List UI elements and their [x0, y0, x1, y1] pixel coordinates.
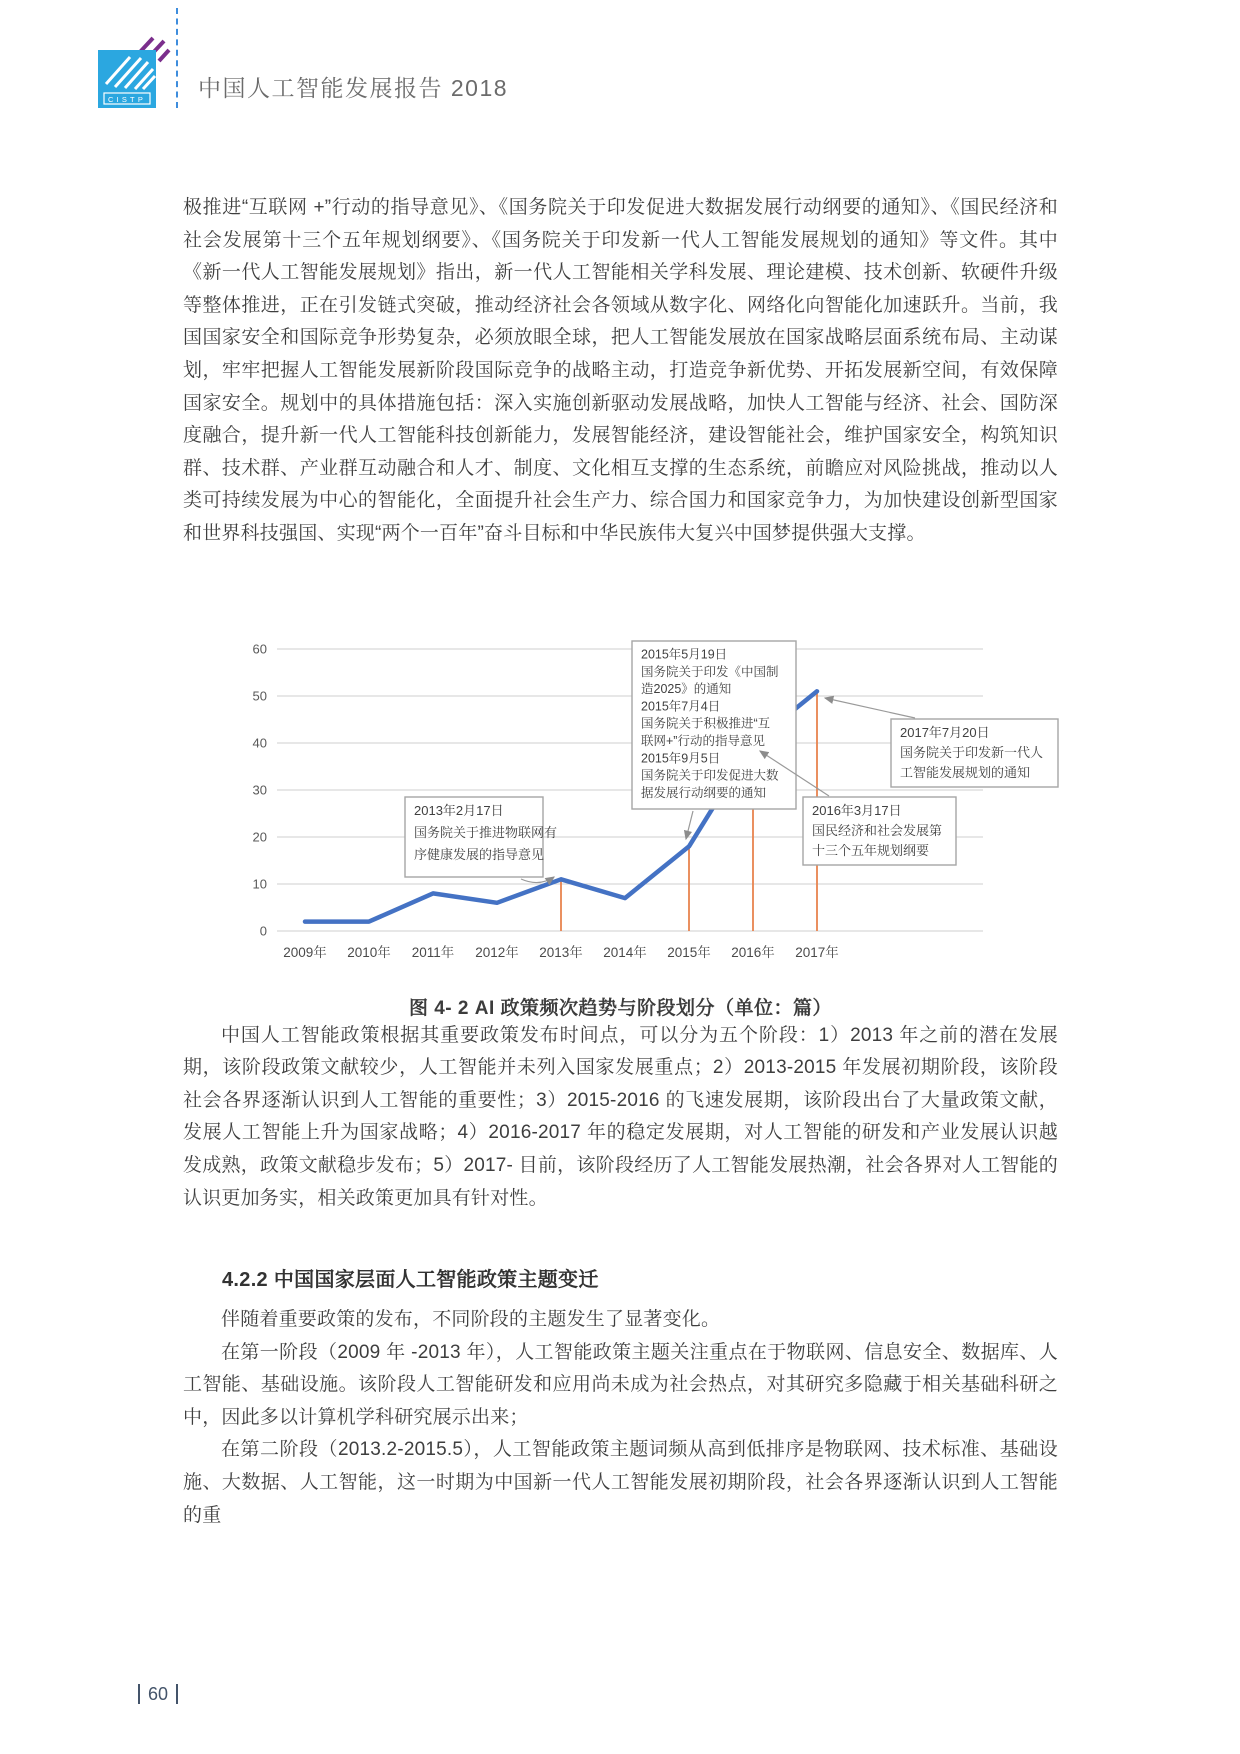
svg-text:造2025》的通知: 造2025》的通知	[641, 681, 732, 696]
annotation-callout	[405, 797, 557, 883]
paragraph-stage-one: 在第一阶段（2009 年 -2013 年），人工智能政策主题关注重点在于物联网、信息安全、数据库、人工智能、基础设施。该阶段人工智能研发和应用尚未成为社会热点，对其研究多隐藏于相关基础科研之中，因此多以计算机学科研究展示出来；	[183, 1341, 1058, 1428]
svg-text:国务院关于印发《中国制: 国务院关于印发《中国制	[641, 664, 779, 679]
paragraph-stage-two: 在第二阶段（2013.2-2015.5），人工智能政策主题词频从高到低排序是物联网、技术标准、基础设施、大数据、人工智能，这一时期为中国新一代人工智能发展初期阶段，社会各界逐渐认识到人工智能的重	[183, 1439, 1058, 1526]
report-title: 中国人工智能发展报告 2018	[198, 75, 509, 101]
svg-text:2015年7月4日: 2015年7月4日	[641, 698, 721, 713]
svg-text:国务院关于印发促进大数: 国务院关于印发促进大数	[641, 768, 779, 783]
svg-text:据发展行动纲要的通知: 据发展行动纲要的通知	[641, 785, 767, 800]
logo-blue-box-icon	[98, 50, 156, 108]
svg-text:2015年9月5日: 2015年9月5日	[641, 750, 721, 765]
x-tick-label: 2011年	[411, 944, 455, 960]
svg-text:国民经济和社会发展第: 国民经济和社会发展第	[812, 822, 943, 838]
paragraph-policy-documents: 极推进“互联网 +”行动的指导意见》、《国务院关于印发促进大数据发展行动纲要的通知》、《国民经济和社会发展第十三个五年规划纲要》、《国务院关于印发新一代人工智能发展规划的通知》等文件。其中《新一代人工智能发展规划》指出，新一代人工智能相关学科发展、理论建模、技术创新、软硬件升级等整体推进，正在引发链式突破，推动经济社会各领域从数字化、网络化向智能化加速跃升。当前，我国国家安全和国际竞争形势复杂，必须放眼全球，把人工智能发展放在国家战略层面系统布局、主动谋划，牢牢把握人工智能发展新阶段国际竞争的战略主动，打造竞争新优势、开拓发展新空间，有效保障国家安全。规划中的具体措施包括：深入实施创新驱动发展战略，加快人工智能与经济、社会、国防深度融合，提升新一代人工智能科技创新能力，发展智能经济，建设智能社会，维护国家安全，构筑知识群、技术群、产业群互动融合和人才、制度、文化相互支撑的生态系统，前瞻应对风险挑战，推动以人类可持续发展为中心的智能化，全面提升社会生产力、综合国力和国家竞争力，为加快建设创新型国家和世界科技强国、实现“两个一百年”奋斗目标和中华民族伟大复兴中国梦提供强大支撑。	[183, 197, 1058, 544]
x-tick-label: 2010年	[347, 944, 391, 960]
y-tick-label: 40	[252, 735, 267, 751]
header-divider	[176, 8, 178, 108]
paragraph-five-stages: 中国人工智能政策根据其重要政策发布时间点，可以分为五个阶段：1）2013 年之前的潜在发展期，该阶段政策文献较少，人工智能并未列入国家发展重点；2）2013-2015 年发展初期阶段，该阶段社会各界逐渐认识到人工智能的重要性；3）2015-2016 的飞速发展期，该阶段出台了大量政策文献，发展人工智能上升为国家战略；4）2016-2017 年的稳定发展期，对人工智能的研发和产业发展认识越发成熟，政策文献稳步发布；5）2017- 目前，该阶段经历了人工智能发展热潮，社会各界对人工智能的认识更加务实，相关政策更加具有针对性。	[183, 1024, 1058, 1209]
figure-4-2	[225, 601, 1058, 1020]
x-tick-label: 2017年	[795, 944, 839, 960]
svg-text:2013年2月17日: 2013年2月17日	[414, 802, 504, 818]
logo-text: CISTP	[107, 95, 147, 104]
svg-text:国务院关于推进物联网有: 国务院关于推进物联网有	[414, 824, 558, 840]
page-body	[183, 192, 1058, 1532]
paragraph-theme-change-intro: 伴随着重要政策的发布，不同阶段的主题发生了显著变化。	[221, 1309, 721, 1331]
x-tick-label: 2013年	[539, 944, 583, 960]
svg-text:2017年7月20日: 2017年7月20日	[900, 724, 990, 740]
y-tick-label: 20	[252, 829, 267, 845]
annotation-arrow	[825, 698, 915, 718]
x-tick-label: 2016年	[731, 944, 775, 960]
page-footer	[138, 1684, 178, 1705]
y-tick-label: 0	[259, 923, 267, 939]
x-tick-label: 2012年	[475, 944, 519, 960]
policy-trend-line-chart	[225, 601, 1075, 977]
y-tick-label: 50	[252, 688, 267, 704]
section-heading-4-2-2: 4.2.2 中国国家层面人工智能政策主题变迁	[222, 1269, 599, 1292]
svg-text:2016年3月17日: 2016年3月17日	[812, 802, 902, 818]
x-tick-label: 2009年	[283, 944, 327, 960]
figure-caption: 图 4- 2 AI 政策频次趋势与阶段划分（单位：篇）	[408, 997, 833, 1019]
svg-text:国务院关于印发新一代人: 国务院关于印发新一代人	[900, 744, 1044, 760]
svg-text:国务院关于积极推进“互: 国务院关于积极推进“互	[641, 716, 771, 731]
svg-text:工智能发展规划的通知: 工智能发展规划的通知	[900, 764, 1031, 780]
x-tick-label: 2014年	[603, 944, 647, 960]
cistp-logo	[96, 34, 172, 110]
annotation-arrow	[686, 811, 693, 839]
page-number: 60	[138, 1684, 178, 1704]
annotation-callout	[632, 641, 796, 839]
y-tick-label: 60	[252, 641, 267, 657]
svg-text:2015年5月19日: 2015年5月19日	[641, 647, 728, 662]
x-tick-label: 2015年	[667, 944, 711, 960]
svg-text:十三个五年规划纲要: 十三个五年规划纲要	[812, 842, 930, 858]
y-tick-label: 10	[252, 876, 267, 892]
svg-text:序健康发展的指导意见: 序健康发展的指导意见	[414, 846, 545, 862]
svg-text:联网+”行动的指导意见: 联网+”行动的指导意见	[641, 733, 765, 748]
y-tick-label: 30	[252, 782, 267, 798]
